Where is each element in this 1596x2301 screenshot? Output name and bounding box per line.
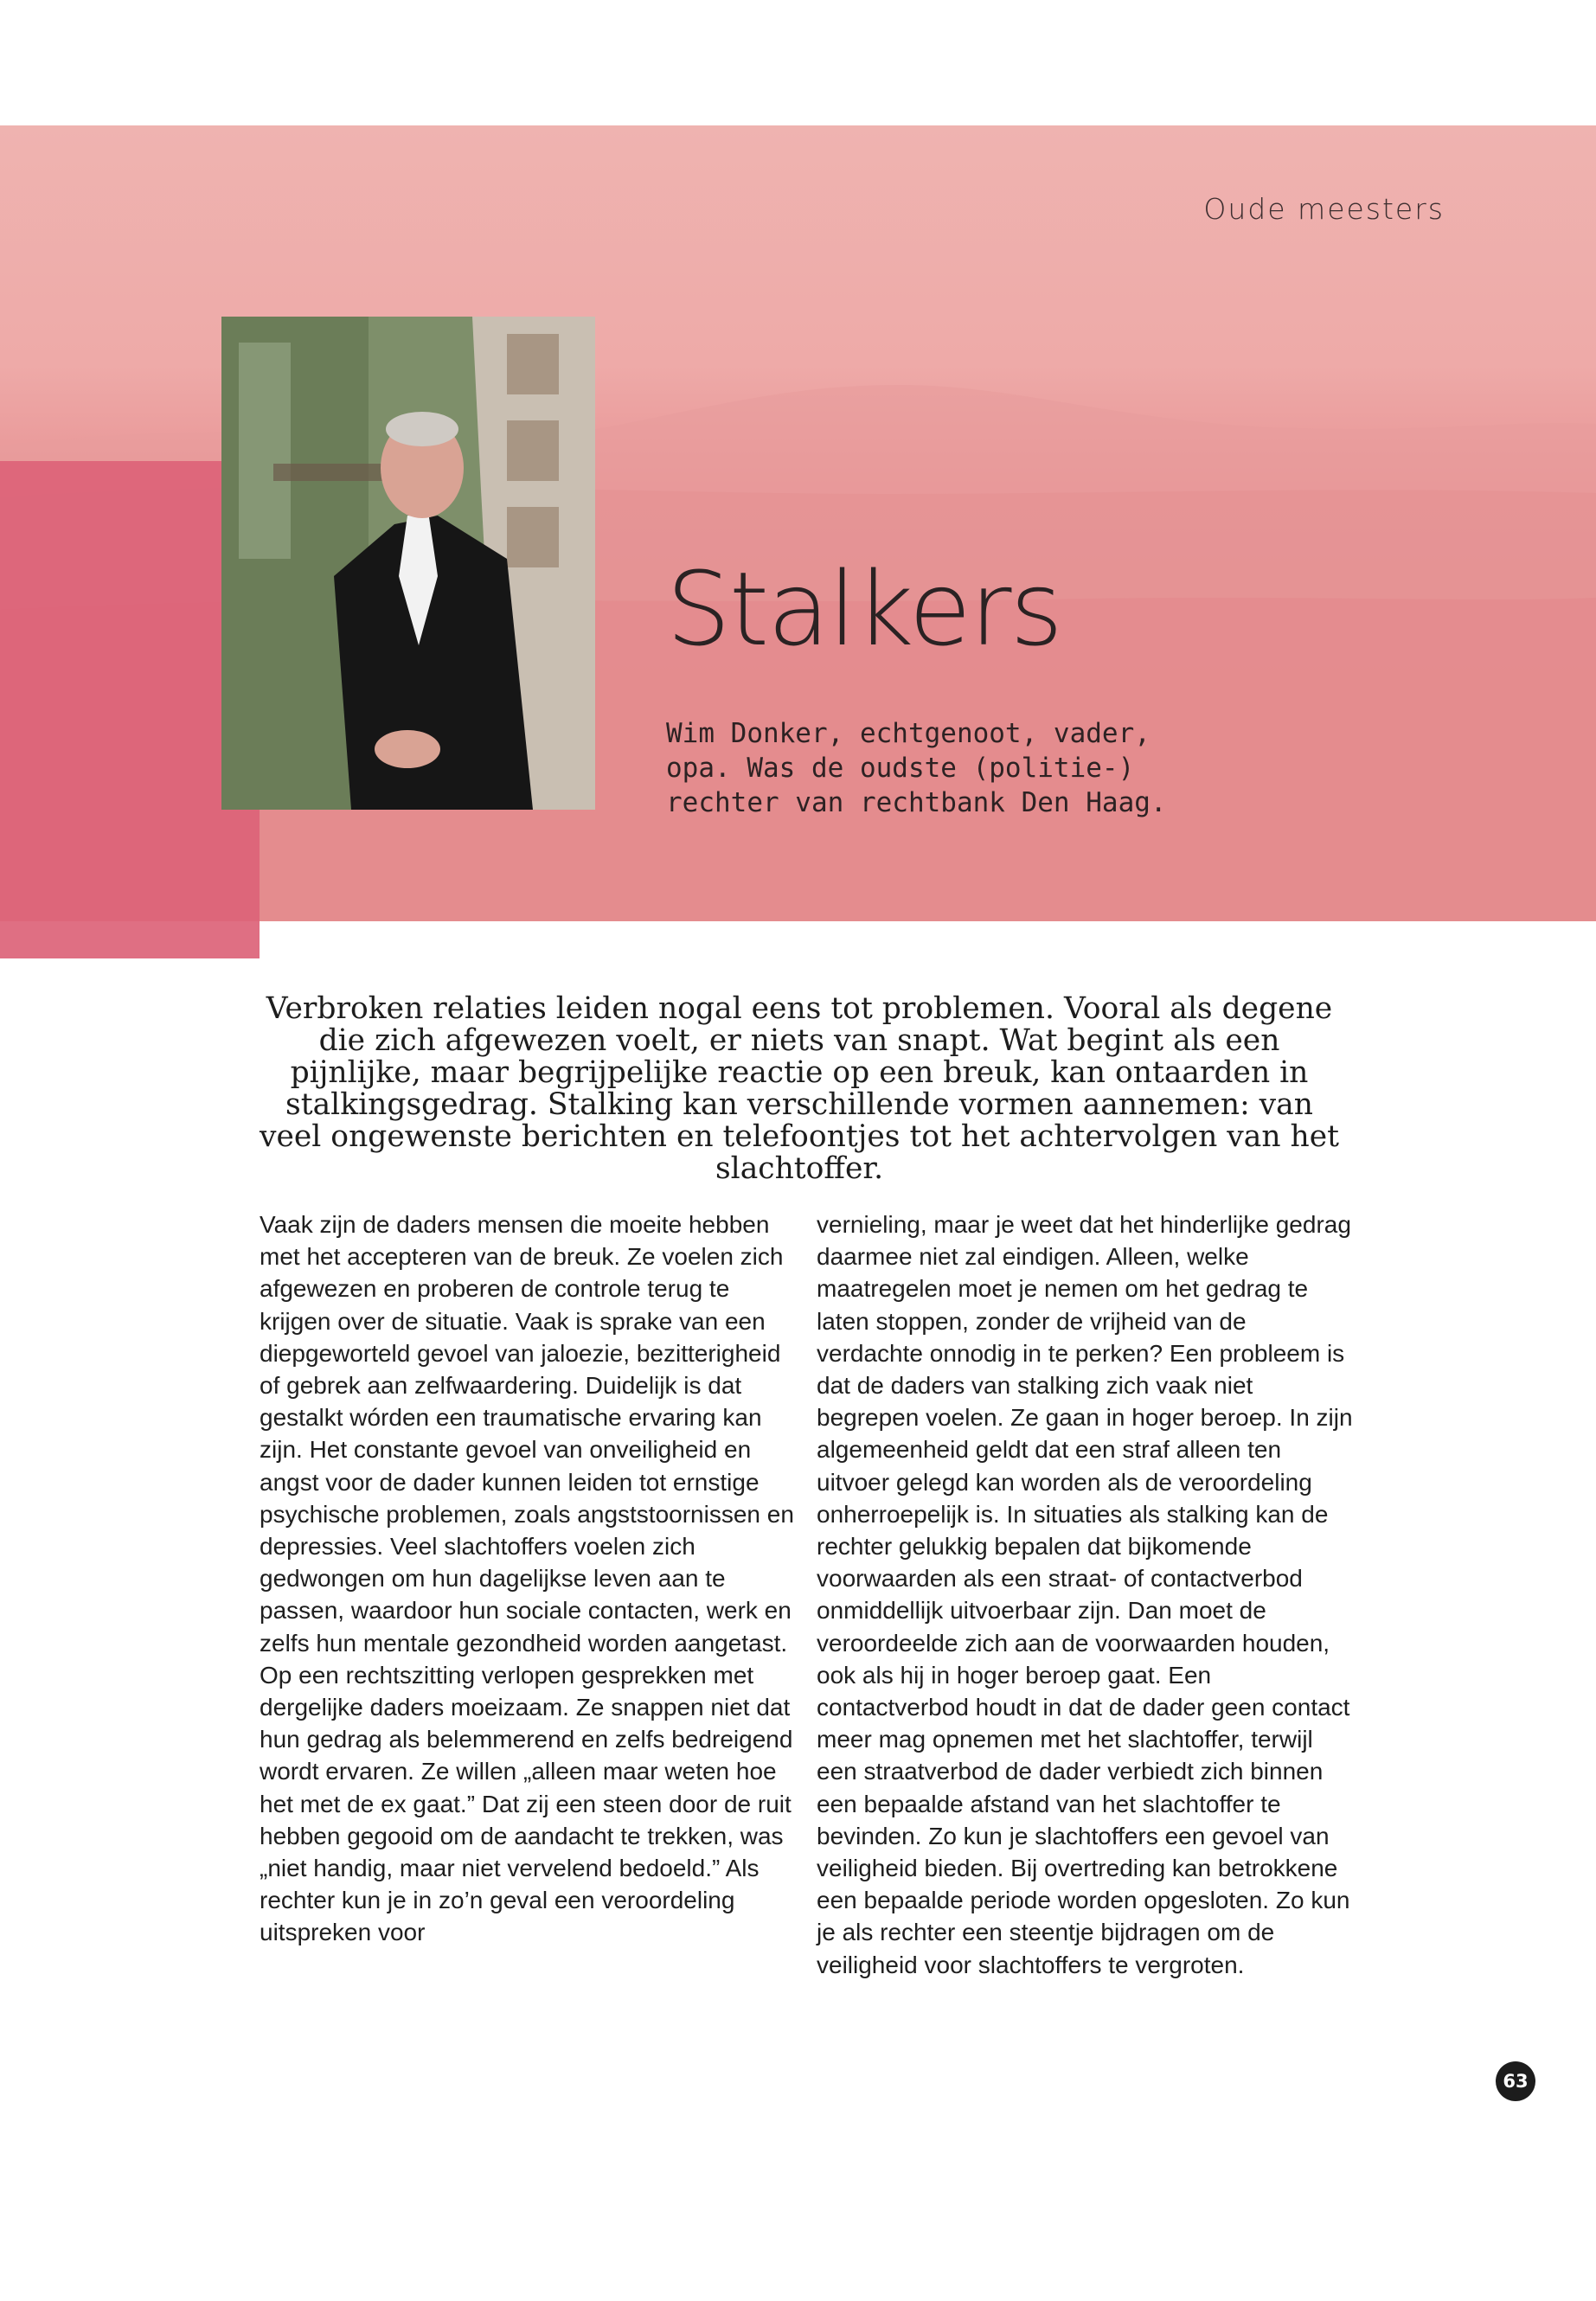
- author-byline: Wim Donker, echtgenoot, vader, opa. Was de oudste (politie-) rechter van rechtbank Den Haag.: [666, 718, 1167, 818]
- judge-portrait-image: [221, 317, 595, 810]
- portrait-photo: [221, 317, 595, 810]
- body-column-right: vernieling, maar je weet dat het hinderlijke gedrag daarmee niet zal eindigen. Alleen, welke maatregelen moet je nemen om het gedrag te laten stoppen, zonder de vrijheid van de verdachte onnodig in te perken? Een probleem is dat de daders van stalking zich vaak niet begrepen voelen. Ze gaan in hoger beroep. In zijn algemeenheid geldt dat een straf alleen ten uitvoer gelegd kan worden als de veroordeling onherroepelijk is. In situaties als stalking kan de rechter gelukkig bepalen dat bijkomende voorwaarden als een straat- of contactverbod onmiddellijk uitvoerbaar zijn. Dan moet de veroordeelde zich aan de voorwaarden houden, ook als hij in hoger beroep gaat. Een contactverbod houdt in dat de dader geen contact meer mag opnemen met het slachtoffer, terwijl een straatverbod de dader verbiedt zich binnen een bepaalde afstand van het slachtoffer te bevinden. Zo kun je slachtoffers een gevoel van veiligheid bieden. Bij overtreding kan betrokkene een bepaalde periode worden opgesloten. Zo kun je als rechter een steentje bijdragen om de veiligheid voor slachtoffers te vergroten.: [817, 1211, 1353, 1978]
- page-number: 63: [1496, 2061, 1535, 2101]
- article-title: Stalkers: [666, 549, 1061, 669]
- lead-paragraph: Verbroken relaties leiden nogal eens tot problemen. Vooral als degene die zich afgewezen voelt, er niets van snapt. Wat begint als een pijnlijke, maar begrijpelijke reactie op een breuk, kan ontaarden in stalkingsgedrag. Stalking kan verschillende vormen aannemen: van veel ongewenste berichten en telefoontjes tot het achtervolgen van het slachtoffer.: [259, 991, 1340, 1186]
- section-label: Oude meesters: [1203, 192, 1445, 226]
- accent-block: [0, 461, 260, 958]
- body-column-left: Vaak zijn de daders mensen die moeite hebben met het accepteren van de breuk. Ze voelen zich afgewezen en proberen de controle terug te krijgen over de situatie. Vaak is sprake van een diepgeworteld gevoel van jaloezie, bezitterigheid of gebrek aan zelfwaardering. Duidelijk is dat gestalkt wórden een traumatische ervaring kan zijn. Het constante gevoel van onveiligheid en angst voor de dader kunnen leiden tot ernstige psychische problemen, zoals angststoornissen en depressies. Veel slachtoffers voelen zich gedwongen om hun dagelijkse leven aan te passen, waardoor hun sociale contacten, werk en zelfs hun mentale gezondheid worden aangetast. Op een rechtszitting verlopen gesprekken met dergelijke daders moeizaam. Ze snappen niet dat hun gedrag als belemmerend en zelfs bedreigend wordt ervaren. Ze willen „alleen maar weten hoe het met de ex gaat.” Dat zij een steen door de ruit hebben gegooid om de aandacht te trekken, was „niet handig, maar niet vervelend bedoeld.” Als rechter kun je in zo’n geval een veroordeling uitspreken voor: [260, 1211, 794, 1946]
